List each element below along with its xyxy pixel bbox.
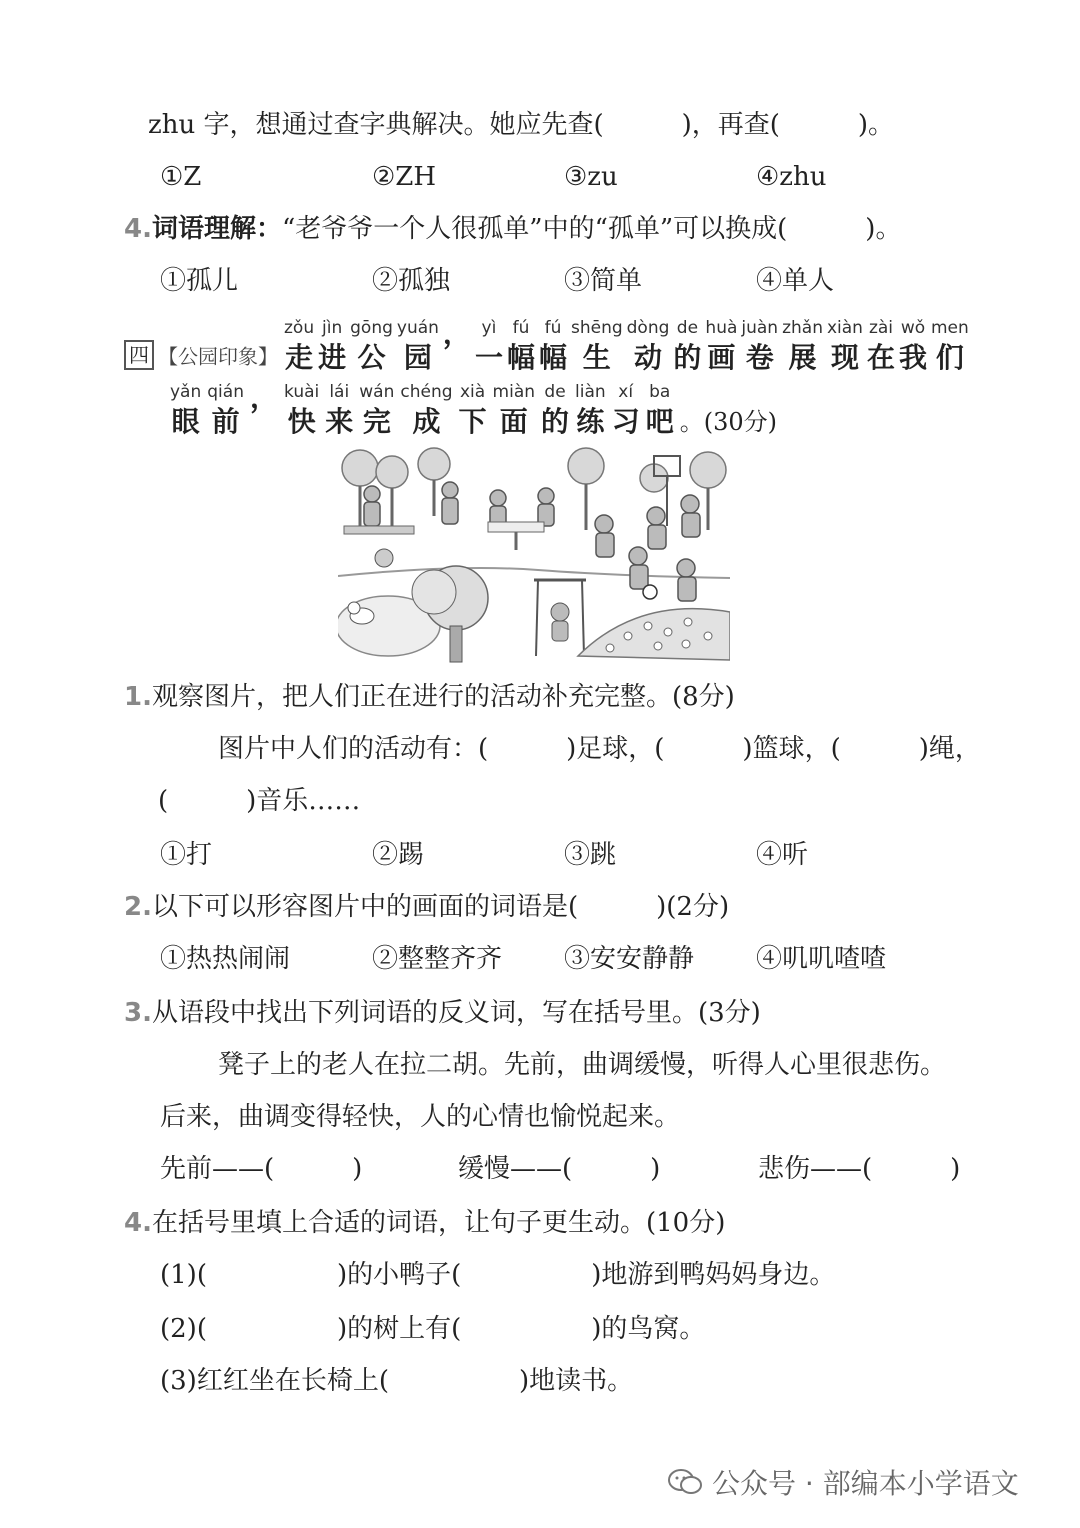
- p1-line2: ( )音乐……: [158, 786, 361, 816]
- q3-option-4[interactable]: ④zhu: [756, 162, 827, 192]
- ruby-char: [170, 380, 201, 440]
- p2-option-3[interactable]: ③安安静静: [564, 944, 695, 974]
- ruby-char: [459, 380, 487, 440]
- q3-option-3[interactable]: ③zu: [564, 162, 618, 192]
- hanzi: 展: [788, 341, 817, 374]
- q4-vocab: [124, 212, 901, 246]
- pinyin: xià: [459, 382, 486, 402]
- pinyin: yì: [481, 318, 497, 338]
- q4-option-3[interactable]: ③简单: [564, 266, 643, 296]
- watermark-text: 公众号 · 部编本小学语文: [712, 1467, 1019, 1500]
- p1-option-2[interactable]: ②踢: [372, 840, 425, 870]
- score-text: 。(30分): [679, 408, 777, 436]
- pinyin: miàn: [492, 382, 536, 402]
- p3-title-line: [124, 996, 761, 1030]
- p4-item-3[interactable]: (3)红红坐在长椅上( )地读书。: [160, 1366, 634, 1396]
- hanzi: 走: [285, 341, 314, 374]
- p2-title: 以下可以形容图片中的画面的词语是( )(2分): [151, 892, 730, 922]
- pinyin: fú: [544, 318, 562, 338]
- ruby-char: [741, 316, 778, 376]
- hanzi: 画: [707, 341, 736, 374]
- hanzi: 完: [362, 405, 391, 438]
- ruby-char: [539, 316, 567, 376]
- hanzi: ，: [442, 317, 471, 350]
- q4-option-1[interactable]: ①孤儿: [160, 266, 239, 296]
- hanzi: 们: [935, 341, 964, 374]
- ruby-char: [827, 316, 863, 376]
- pinyin: wǒ: [900, 318, 926, 338]
- p3-number: 3.: [124, 998, 152, 1028]
- pinyin: yuán: [396, 318, 439, 338]
- p4-title-line: [124, 1206, 725, 1240]
- pinyin: ba: [649, 382, 671, 402]
- p1-option-3[interactable]: ③跳: [564, 840, 617, 870]
- pinyin: fú: [512, 318, 530, 338]
- ruby-char: [575, 380, 606, 440]
- ruby-char: [207, 380, 244, 440]
- p4-title: 在括号里填上合适的词语，让句子更生动。(10分): [151, 1208, 726, 1238]
- ruby-char: [493, 380, 535, 440]
- hanzi: 来: [325, 405, 354, 438]
- pinyin: men: [931, 318, 969, 338]
- p1-option-1[interactable]: ①打: [160, 840, 213, 870]
- pinyin: shēng: [570, 318, 623, 338]
- hanzi: 动: [634, 341, 663, 374]
- pinyin: jìn: [322, 318, 343, 338]
- q4-text: “老爷爷一个人很孤单”中的“孤单”可以换成( )。: [281, 214, 902, 244]
- hanzi: 习: [611, 405, 640, 438]
- pinyin: xí: [618, 382, 634, 402]
- pinyin: de: [544, 382, 566, 402]
- ruby-char: [359, 380, 394, 440]
- ruby-char: [931, 316, 969, 376]
- q4-option-2[interactable]: ②孤独: [372, 266, 451, 296]
- hanzi: 一: [474, 341, 503, 374]
- section4-tag-text: 【公园印象】: [158, 344, 278, 369]
- hanzi: 进: [318, 341, 347, 374]
- p3-pair-3[interactable]: 悲伤——( ): [758, 1154, 961, 1184]
- pinyin: gōng: [350, 318, 393, 338]
- hanzi: 公: [357, 341, 386, 374]
- p4-item-1[interactable]: (1)( )的小鸭子( )地游到鸭妈妈身边。: [160, 1260, 836, 1290]
- ruby-char: [350, 316, 393, 376]
- ruby-char: [443, 316, 471, 376]
- hanzi: 园: [403, 341, 432, 374]
- p4-number: 4.: [124, 1208, 152, 1238]
- pinyin: huà: [705, 318, 738, 338]
- hanzi: 面: [499, 405, 528, 438]
- ruby-char: [250, 380, 278, 440]
- ruby-char: [867, 316, 895, 376]
- pinyin: qián: [207, 382, 244, 402]
- p4-item-2[interactable]: (2)( )的树上有( )的鸟窝。: [160, 1314, 706, 1344]
- pinyin: zǒu: [284, 318, 315, 338]
- q3-text: zhu 字，想通过查字典解决。她应先查( )，再查( )。: [148, 110, 895, 140]
- pinyin: lái: [329, 382, 350, 402]
- pinyin: liàn: [575, 382, 606, 402]
- hanzi: 快: [287, 405, 316, 438]
- hanzi: 我: [898, 341, 927, 374]
- hanzi: 下: [458, 405, 487, 438]
- p2-number: 2.: [124, 892, 152, 922]
- p1-title-line: [124, 680, 735, 714]
- ruby-char: [705, 316, 737, 376]
- p3-pair-2[interactable]: 缓慢——( ): [458, 1154, 661, 1184]
- wechat-icon: [668, 1468, 702, 1496]
- hanzi: 生: [582, 341, 611, 374]
- q3-option-1[interactable]: ①Z: [160, 162, 202, 192]
- pinyin: de: [676, 318, 699, 338]
- park-illustration: [338, 446, 730, 666]
- hanzi: 卷: [745, 341, 774, 374]
- ruby-char: [627, 316, 670, 376]
- ruby-char: [284, 380, 319, 440]
- hanzi: 眼: [171, 405, 200, 438]
- ruby-char: [899, 316, 927, 376]
- section4-title-line1: [284, 316, 969, 376]
- p2-title-line: [124, 890, 729, 924]
- pinyin: zài: [868, 318, 894, 338]
- pinyin: zhǎn: [782, 318, 823, 338]
- q4-option-4[interactable]: ④单人: [756, 266, 835, 296]
- pinyin-spacer: [726, 380, 731, 404]
- p1-title: 观察图片，把人们正在进行的活动补充完整。(8分): [151, 682, 735, 712]
- hanzi: 幅: [506, 341, 535, 374]
- hanzi: 成: [412, 405, 441, 438]
- ruby-char: [612, 380, 640, 440]
- hanzi: 吧: [645, 405, 674, 438]
- section4-score: [680, 380, 777, 440]
- p1-option-4[interactable]: ④听: [756, 840, 809, 870]
- ruby-char: [325, 380, 353, 440]
- q4-number: 4.: [124, 214, 152, 244]
- ruby-char: [782, 316, 823, 376]
- p2-option-1[interactable]: ①热热闹闹: [160, 944, 291, 974]
- hanzi: 的: [673, 341, 702, 374]
- pinyin: xiàn: [826, 318, 863, 338]
- hanzi: 幅: [538, 341, 567, 374]
- pinyin: chéng: [400, 382, 453, 402]
- p3-para2: 后来，曲调变得轻快，人的心情也愉悦起来。: [160, 1102, 681, 1132]
- watermark: [668, 1462, 1019, 1502]
- ruby-char: [400, 380, 452, 440]
- ruby-char: [541, 380, 569, 440]
- p2-option-4[interactable]: ④叽叽喳喳: [756, 944, 887, 974]
- p2-option-2[interactable]: ②整整齐齐: [372, 944, 503, 974]
- section4-tag: [124, 340, 278, 370]
- p1-line1: 图片中人们的活动有：( )足球，( )篮球，( )绳，: [218, 734, 981, 764]
- q3-option-2[interactable]: ②ZH: [372, 162, 437, 192]
- section4-title-line2: [170, 380, 777, 440]
- pinyin: kuài: [284, 382, 320, 402]
- ruby-char: [673, 316, 701, 376]
- pinyin: juàn: [741, 318, 779, 338]
- ruby-char: [571, 316, 623, 376]
- ruby-char: [397, 316, 439, 376]
- ruby-char: [507, 316, 535, 376]
- hanzi: ，: [249, 381, 278, 414]
- hanzi: 前: [211, 405, 240, 438]
- hanzi: 练: [576, 405, 605, 438]
- p3-pair-1[interactable]: 先前——( ): [160, 1154, 363, 1184]
- p3-para1: 凳子上的老人在拉二胡。先前，曲调缓慢，听得人心里很悲伤。: [218, 1050, 947, 1080]
- section4-badge: 四: [124, 340, 154, 370]
- hanzi: 现: [830, 341, 859, 374]
- ruby-char: [318, 316, 346, 376]
- ruby-char: [284, 316, 314, 376]
- ruby-char: [475, 316, 503, 376]
- hanzi: 的: [541, 405, 570, 438]
- q4-label: 词语理解：: [151, 214, 282, 244]
- p1-number: 1.: [124, 682, 152, 712]
- hanzi: 在: [866, 341, 895, 374]
- pinyin: yǎn: [170, 382, 202, 402]
- pinyin: dòng: [626, 318, 670, 338]
- p3-title: 从语段中找出下列词语的反义词，写在括号里。(3分): [151, 998, 761, 1028]
- ruby-char: [646, 380, 674, 440]
- pinyin: wán: [359, 382, 395, 402]
